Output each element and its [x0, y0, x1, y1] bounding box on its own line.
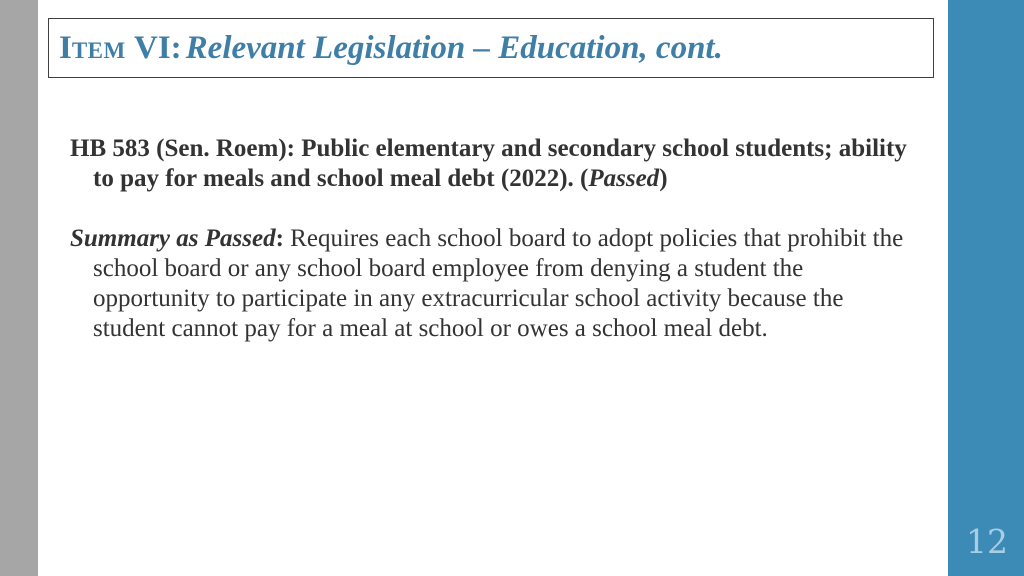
- bill-heading: [70, 134, 920, 194]
- title-prefix: [59, 30, 182, 67]
- page-number: 12: [966, 522, 1008, 561]
- summary-paragraph: [70, 224, 920, 344]
- bill-heading-close: ): [659, 165, 668, 192]
- bill-status: Passed: [588, 165, 660, 192]
- summary-label: Summary as Passed: [70, 225, 276, 252]
- bill-heading-text: HB 583 (Sen. Roem): Public elementary and secondary school students; ability to pay for meals and school meal debt (2022). (: [70, 135, 907, 192]
- title-prefix-initial: I: [59, 29, 72, 66]
- slide-body: [70, 134, 920, 374]
- title-prefix-smallcaps: TEM: [71, 37, 126, 63]
- right-accent-bar: [948, 0, 1024, 576]
- summary-text: Requires each school board to adopt policies that prohibit the school board or any school board employee from denying a student the opportunity to participate in any extracurricular school activity because the student cannot pay for a meal at school or owes a school meal debt.: [93, 225, 904, 342]
- left-accent-bar: [0, 0, 38, 576]
- title-prefix-numeral: VI:: [133, 29, 182, 66]
- page-title: Relevant Legislation – Education, cont.: [185, 29, 723, 66]
- summary-colon: :: [275, 225, 284, 252]
- title-box: [48, 18, 934, 78]
